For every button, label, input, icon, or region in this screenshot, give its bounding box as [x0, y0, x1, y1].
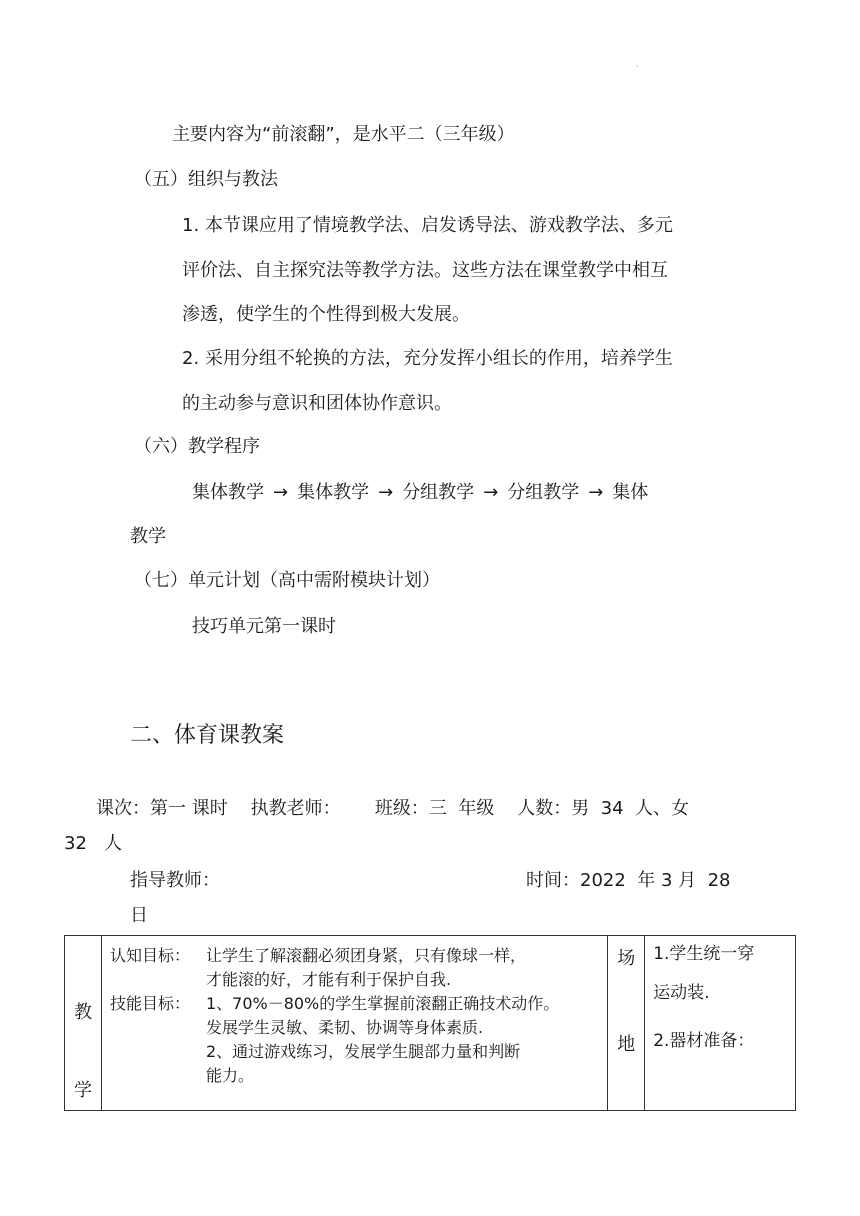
teaching-sequence	[192, 484, 648, 502]
lesson-time-wrap: 日	[130, 905, 148, 926]
section-5-p1-line3: 渗透，使学生的个性得到极大发展。	[182, 304, 470, 325]
objectives-cell	[101, 936, 607, 1111]
intro-line: 主要内容为“前滚翻”，是水平二（三年级）	[172, 124, 515, 145]
lesson-info-line2: 32 人	[64, 833, 123, 854]
objectives-header-char: 学	[73, 1080, 92, 1101]
part-2-title: 二、体育课教案	[130, 723, 285, 748]
section-7-title: （七）单元计划（高中需附模块计划）	[134, 570, 440, 591]
cognitive-goal-text: 让学生了解滚翻必须团身紧，只有像球一样，	[205, 946, 526, 965]
skill-goal-text: 1、70%－80%的学生掌握前滚翻正确技术动作。	[205, 994, 560, 1013]
skill-goal-text: 发展学生灵敏、柔韧、协调等身体素质.	[205, 1018, 484, 1037]
lesson-time: 时间：2022 年 3 月 28	[526, 870, 731, 891]
objectives-header-cell	[65, 936, 102, 1111]
table-row	[65, 936, 796, 1111]
section-5-p2-line1: 2. 采用分组不轮换的方法，充分发挥小组长的作用，培养学生	[182, 348, 673, 369]
arrow-right-icon: →	[273, 482, 289, 503]
supervisor-label: 指导教师：	[130, 870, 220, 891]
objectives-header-char: 教	[73, 1002, 92, 1023]
equipment-line: 1.学生统一穿	[653, 944, 755, 964]
section-5-p1-line2: 评价法、自主探究法等教学方法。这些方法在课堂教学中相互	[182, 260, 668, 281]
cognitive-goal-text: 才能滚的好，才能有利于保护自我.	[205, 970, 452, 989]
section-5-p1-line1: 1. 本节课应用了情境教学法、启发诱导法、游戏教学法、多元	[182, 215, 673, 236]
equipment-line: 2.器材准备：	[653, 1031, 755, 1051]
sequence-step: 分组教学	[507, 482, 580, 503]
venue-header-char: 地	[617, 1034, 636, 1055]
section-5-p2-line2: 的主动参与意识和团体协作意识。	[182, 393, 452, 414]
section-5-title: （五）组织与教法	[134, 169, 278, 190]
skill-goal-text: 2、通过游戏练习，发展学生腿部力量和判断	[205, 1042, 521, 1061]
arrow-right-icon: →	[483, 482, 499, 503]
skill-goal-text: 能力。	[205, 1066, 254, 1085]
arrow-right-icon: →	[378, 482, 394, 503]
sequence-step: 集体教学	[192, 482, 264, 503]
cognitive-goal-label: 认知目标：	[109, 946, 190, 965]
equipment-cell	[645, 936, 796, 1111]
arrow-right-icon: →	[588, 482, 604, 503]
venue-header-char: 场	[617, 948, 636, 969]
lesson-plan-table	[64, 935, 796, 1111]
lesson-info-line: 课次：第一 课时 执教老师： 班级：三 年级 人数：男 34 人、女	[96, 798, 690, 819]
sequence-step: 集体教学	[297, 482, 370, 503]
sequence-step: 集体	[612, 482, 649, 503]
sequence-wrap: 教学	[130, 526, 166, 547]
section-6-title: （六）教学程序	[134, 436, 260, 457]
section-7-content: 技巧单元第一课时	[192, 616, 336, 637]
sequence-step: 分组教学	[402, 482, 475, 503]
page-mark: ·	[636, 62, 639, 71]
skill-goal-label: 技能目标：	[109, 994, 190, 1013]
venue-header-cell	[608, 936, 645, 1111]
equipment-line: 运动装.	[653, 983, 710, 1003]
